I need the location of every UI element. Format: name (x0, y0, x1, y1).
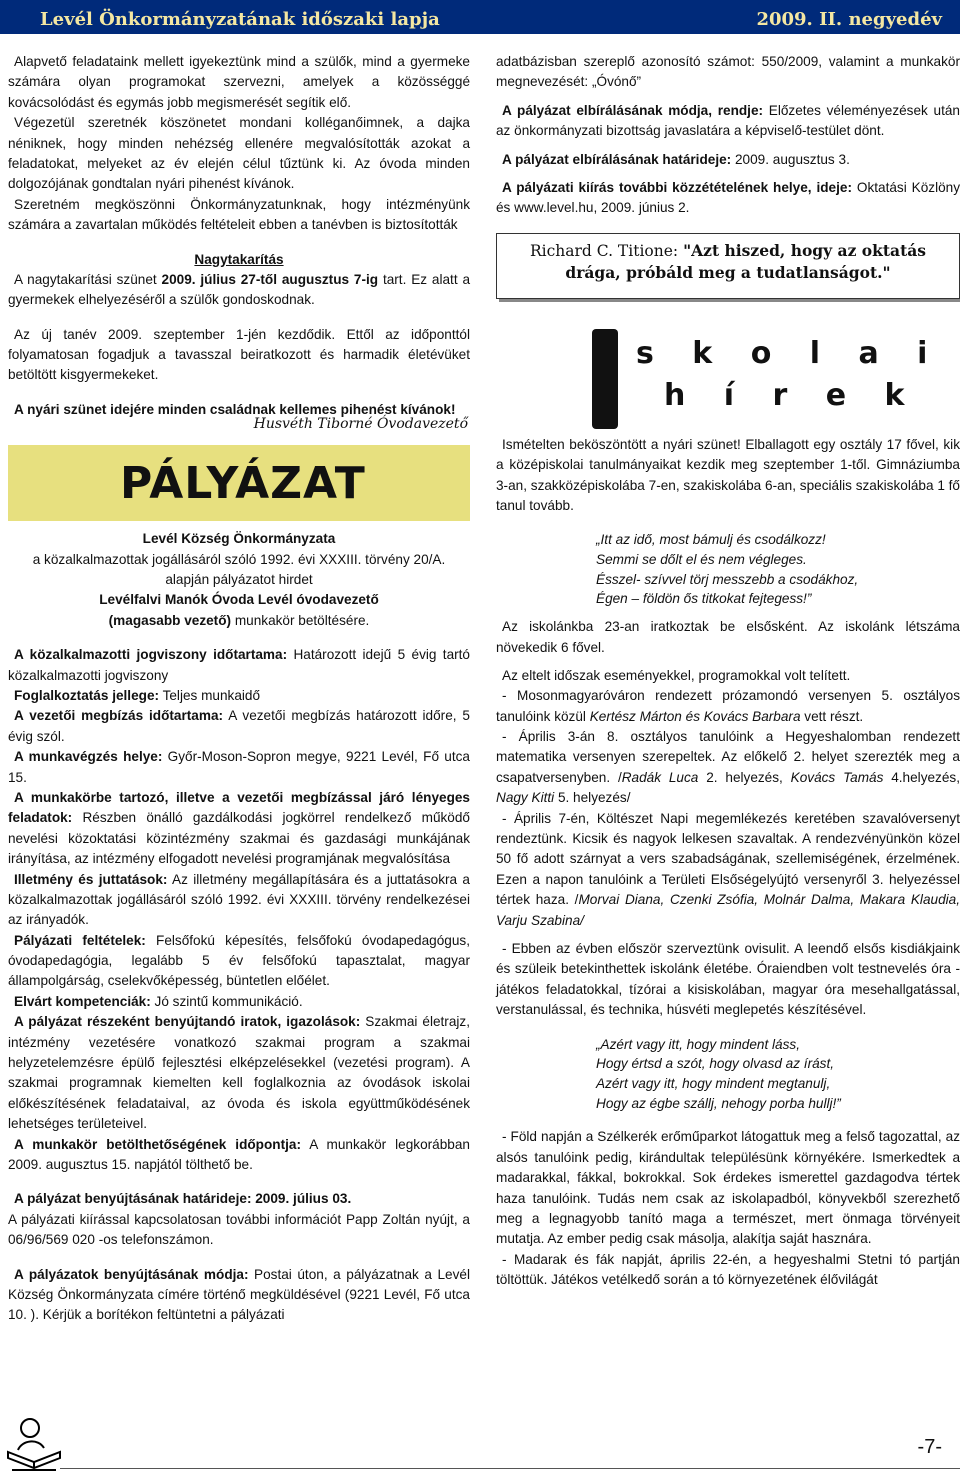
issue-label: 2009. II. negyedév (756, 9, 942, 30)
paragraph: - Április 3-án 8. osztályos tanulóink a Hegyeshalomban rendezett matematika versenyen szerepeltek. Az előkelő 2. helyet szerezték meg a csapatversenyben. /Radák Luca 2. helyezés, Kovács Tamás 4.helyezés, Nagy Kitti 5. helyezés/ (496, 729, 960, 806)
poem-line: „Azért vagy itt, hogy mindent láss, (596, 1036, 800, 1052)
palyazat-position-2: (magasabb vezető) munkakör betöltésére. (108, 612, 370, 628)
paragraph: - Mosonmagyaróváron rendezett prózamondó versenyen 5. osztályos tanulóink közül Kertész Márton és Kovács Barbara vett részt. (496, 688, 960, 724)
paragraph: Ismételten beköszöntött a nyári szünet! Elballagott egy osztály 17 fővel, kik a középiskolai tanulmányaikat kezdik meg szeptember 1-től. Gimnáziumba 3-an, szakközépiskolába 7-en, szakiskolába 6-an, speciális szakiskolába 1 fő tanul tovább. (496, 436, 960, 513)
deadline: A pályázat benyújtásának határideje: 2009. július 03. (14, 1191, 352, 1207)
palyazat-alapjan: alapján pályázatot hirdet (165, 572, 313, 588)
paragraph: Az iskolánkba 23-an iratkoztak be elsősként. Az iskolánk létszáma növekedik 6 fővel. (496, 619, 960, 655)
left-column (8, 52, 470, 1326)
banner-word-1: s k o l a i (636, 335, 942, 371)
footer-rule (60, 1468, 960, 1469)
signature: Husvéth Tiborné Óvodavezető (253, 416, 468, 433)
right-column (496, 52, 960, 1290)
paragraph: Pályázati feltételek: Felsőfokú képesítés, felsőfokú óvodapedagógus, óvodapedagógia, legalább 5 év felsőfokú tapasztalat, magyar állampolgárság, cselekvőképesség, büntetlen előélet. (8, 932, 470, 989)
section-title-nagytakaritas: Nagytakarítás (194, 251, 284, 267)
paragraph: - Madarak és fák napját, április 22-én, a hegyeshalmi Stetni tó partján töltöttük. Játékos vetélkedő során a tó környezetének élővilágát (496, 1251, 960, 1288)
poem-line: Azért vagy itt, hogy mindent megtanulj, (596, 1075, 831, 1091)
book-reader-icon (4, 1412, 64, 1474)
paragraph: Foglalkoztatás jellege: Teljes munkaidő (14, 687, 261, 703)
poem-line: Ésszel- szívvel törj messzebb a csodákhoz, (596, 571, 859, 587)
poem-line: „Itt az idő, most bámulj és csodálkozz! (596, 532, 826, 548)
palyazat-org: Levél Község Önkormányzata (142, 531, 336, 547)
paragraph: Az új tanév 2009. szeptember 1-jén kezdődik. Ettől az időponttól folyamatosan fogadjuk a tavasszal beiratkozott és harmadik életévüket betöltött kisgyermekeket. (8, 326, 470, 383)
paragraph: A munkakörbe tartozó, illetve a vezetői megbízással járó lényeges feladatok: Részben önálló gazdálkodási jogkörrel rendelkező működő nevelési közoktatási közintézmény szakmai és gazdasági munkájának irányítása, az intézmény elfogadott nevelési programjának megvalósítása (8, 789, 470, 867)
paragraph: A munkavégzés helye: Győr-Moson-Sopron megye, 9221 Levél, Fő utca 15. (8, 749, 470, 785)
poem (496, 1035, 960, 1114)
paragraph: A pályázati kiírás további közzétételének helye, ideje: Oktatási Közlöny és www.level.hu, 2009. június 2. (496, 179, 960, 216)
paragraph: - Föld napján a Szélkerék erőműparkot látogattuk meg a felső tagozattal, az alsós tanulóink pedig, kirándultak településünk környékére. Ismerkedtek a madarakkal, fákkal, bokrokkal. Sok érdekes ismerettel gazdagodva tértek haza tanulóink. Tudás nem csak az iskolapadból, könyvekből szerezhető meg a legnagyobb tanító maga a természet, mert önmaga törvényeit mutatja. Az ember pedig csak másolja, alakítja saját hasznára. (496, 1129, 960, 1247)
palyazat-banner (8, 445, 470, 521)
quote-author: Richard C. Titione: (529, 241, 684, 260)
poem-line: Égen – földön ős titkokat fejtegess!” (596, 591, 812, 607)
paragraph: A pályázat elbírálásának módja, rendje: Előzetes véleményezések után az önkormányzati bizottság javaslatára a képviselő-testület dönt. (496, 102, 960, 139)
paragraph: A pályázat elbírálásának határideje: 2009. augusztus 3. (502, 151, 850, 167)
poem-line: Hogy az égbe szállj, nehogy porba hullj!” (596, 1095, 841, 1111)
paragraph: Illetmény és juttatások: Az illetmény megállapítására és a juttatásokra a közalkalmazottak jogállásáról szóló 1992. évi XXXIII. törvény rendelkezései az irányadók. (8, 871, 470, 928)
paragraph: A vezetői megbízás időtartama: A vezetői megbízás határozott időre, 5 évig szól. (8, 708, 470, 744)
page-header (0, 0, 960, 34)
poem (496, 530, 960, 609)
quote-text: "Azt hiszed, hogy az oktatás (683, 240, 926, 260)
poem-line: Hogy értsd a szót, hogy olvasd az írást, (596, 1056, 835, 1072)
banner-word-2: h í r e k (664, 377, 919, 413)
poem-line: Semmi se dőlt el és nem végleges. (596, 552, 807, 567)
initial-i-icon (592, 329, 618, 429)
iskolai-hirek-banner (496, 317, 960, 427)
quote-text-2: drága, próbáld meg a tudatlanságot." (565, 263, 891, 283)
palyazat-law: a közalkalmazottak jogállásáról szóló 1992. évi XXXIII. törvény 20/A. (32, 551, 446, 567)
paragraph: A nagytakarítási szünet 2009. július 27-től augusztus 7-ig tart. Ez alatt a gyermekek elhelyezéséről a szülők gondoskodnak. (8, 271, 471, 308)
paragraph: Alapvető feladataink mellett igyekeztünk mind a szülők, mind a gyermeke számára olyan programokat szervezni, amelyek a közösséggé kovácsolódást és egymás jobb megismerését segítik elő. (8, 54, 470, 110)
paragraph: Végezetül szeretnék köszönetet mondani kolléganőimnek, a dajka néniknek, hogy minden nehézség ellenére megvalósították azokat a feladatokat, melyeket az év elején célul tűztünk ki. Az óvoda minden dolgozójának gondtalan nyári pihenést kívánok. (8, 115, 470, 192)
paragraph: Elvárt kompetenciák: Jó szintű kommunikáció. (14, 993, 303, 1009)
wish-text: A nyári szünet idejére minden családnak kellemes pihenést kívánok! (14, 401, 456, 417)
quote-box (496, 233, 960, 299)
paragraph: A pályázatok benyújtásának módja: Postai úton, a pályázatnak a Levél Község Önkormányzata címére történő megküldésével (9221 Levél, Fő utca 10. ). Kérjük a borítékon feltüntetni a pályázati (8, 1266, 470, 1323)
paragraph: A pályázat részeként benyújtandó iratok, igazolások: Szakmai életrajz, intézmény vezetésére vonatkozó szakmai program a szakmai helyzetelemzésre épülő fejlesztési elképzelésekkel (vezetési program). A szakmai programnak kiemelten kell foglalkoznia az óvodások iskolai előkészítésének feladataival, az óvoda és iskola együttműködésének lehetséges területeivel. (8, 1014, 470, 1132)
page-number: -7- (917, 1436, 942, 1458)
paragraph: Szeretném megköszönni Önkormányzatunknak, hogy intézményünk számára a zavartalan működés feltételeit ebben a tanévben is biztosították (8, 196, 470, 233)
paragraph: adatbázisban szereplő azonosító számot: 550/2009, valamint a munkakör megnevezését: „Óvónő” (496, 54, 960, 90)
paragraph: - Ebben az évben először szerveztünk ovisulit. A leendő elsős kisdiákjaink és szüleik betekinthettek iskolánk életébe. Óraiendben volt testnevelés óra - játékos feladatokkal, tízórai a kisiskolában, magyar óra mesehallgatással, verstanulással, és technika, húsvéti meglepetés készítésével. (496, 940, 960, 1018)
publication-title: Levél Önkormányzatának időszaki lapja (40, 9, 440, 30)
paragraph: A pályázati kiírással kapcsolatosan további információt Papp Zoltán nyújt, a 06/96/569 020 -os telefonszámon. (8, 1211, 470, 1248)
palyazat-position: Levélfalvi Manók Óvoda Levél óvodavezető (99, 592, 379, 608)
paragraph: - Április 7-én, Költészet Napi megemlékezés keretében szavalóversenyt rendeztünk. Kicsik és nagyok lelkesen szavaltak. A rendezvényünkön közel 50 fő adott szárnyat a vers szabadságának, szellemiségének, érzelmének. Ezen a napon tanulóink a Területi Elsőségelyújtó versenyről 3. helyezéssel tértek haza. /Morvai Diana, Czenki Zsófia, Molnár Dalma, Makara Klaudia, Varju Szabina/ (496, 810, 960, 928)
paragraph: A munkakör betölthetőségének időpontja: A munkakör legkorábban 2009. augusztus 15. napjától tölthető be. (8, 1136, 470, 1172)
paragraph: A közalkalmazotti jogviszony időtartama: Határozott idejű 5 évig tartó közalkalmazotti jogviszony (8, 647, 470, 683)
palyazat-title: PÁLYÁZAT (120, 458, 366, 510)
paragraph: Az eltelt időszak eseményekkel, programokkal volt telített. (502, 667, 851, 683)
